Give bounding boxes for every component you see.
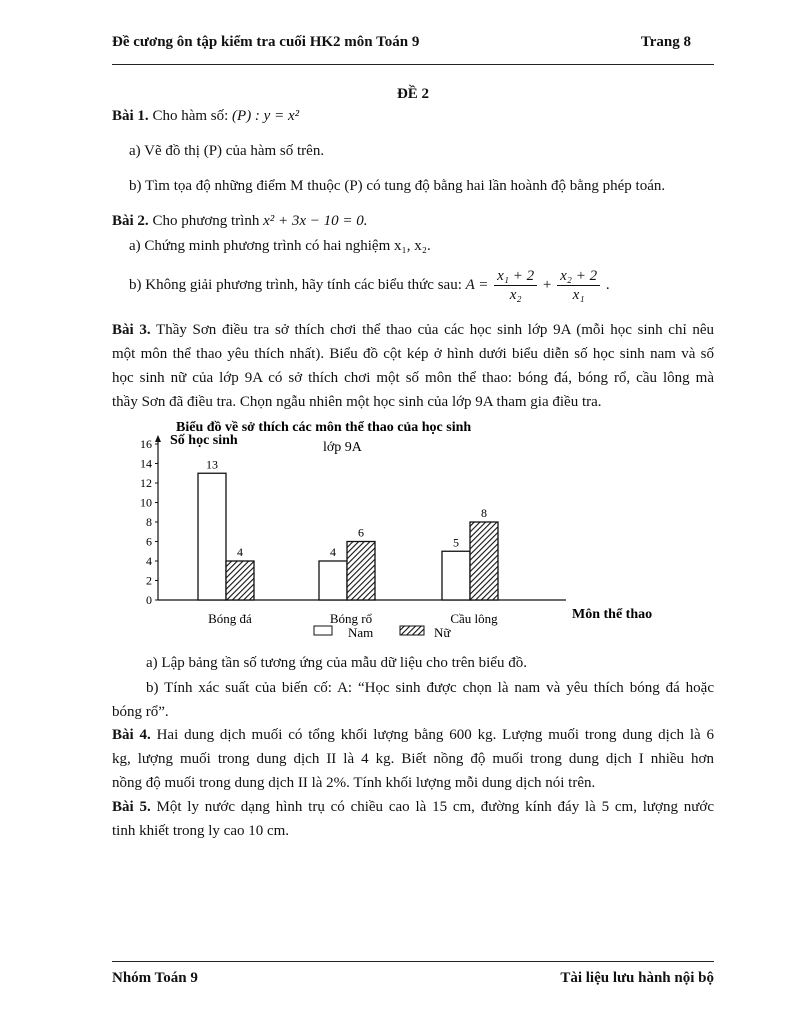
plus-sign: + — [542, 277, 552, 293]
header-title: Đề cương ôn tập kiểm tra cuối HK2 môn Toán 9 — [112, 34, 420, 50]
bai4-line-1 — [112, 725, 714, 745]
fraction-1-numerator: x₁ + 2 — [494, 267, 537, 286]
x-category-label: Bóng rổ — [329, 611, 373, 626]
bai1-text: Cho hàm số: — [152, 108, 229, 124]
bai5-text-1: Một ly nước dạng hình trụ có chiều cao là 15 cm, đường kính đáy là 5 cm, lượng nước — [156, 799, 714, 815]
bai2-b-lhs: A = — [465, 277, 489, 293]
footer-right: Tài liệu lưu hành nội bộ — [560, 970, 714, 986]
chart-subtitle: lớp 9A — [323, 440, 362, 455]
bar-nam — [442, 551, 470, 600]
y-tick-label: 6 — [146, 534, 152, 549]
y-tick-label: 2 — [146, 573, 152, 588]
y-tick-label: 14 — [140, 456, 152, 471]
bai2-end: . — [605, 277, 610, 293]
exam-title: ĐỀ 2 — [396, 86, 430, 102]
bai4-text-1: Hai dung dịch muối có tổng khối lượng bằng 600 kg. Lượng muối trong dung dịch là 6 — [156, 727, 714, 743]
bar-value-label: 6 — [358, 525, 364, 540]
legend-label-nam: Nam — [348, 625, 374, 640]
bar-nam — [319, 561, 347, 600]
bai1-b: b) Tìm tọa độ những điểm M thuộc (P) có tung độ bằng hai lần hoành độ bằng phép toán. — [129, 178, 666, 194]
bai2-a: a) Chứng minh phương trình có hai nghiệm x₁, x₂. — [129, 238, 431, 254]
y-tick-label: 16 — [140, 437, 152, 451]
fraction-2-denominator: x₁ — [572, 287, 585, 304]
bai1-a: a) Vẽ đồ thị (P) của hàm số trên. — [129, 143, 325, 159]
bai3-a: a) Lập bảng tần số tương ứng của mẫu dữ liệu cho trên biểu đồ. — [146, 655, 527, 671]
bar-nu — [470, 522, 498, 600]
y-axis-arrow — [155, 435, 161, 442]
bar-nu — [226, 561, 254, 600]
x-category-label: Cầu lông — [450, 611, 498, 626]
bai5-line-2: tinh khiết trong ly cao 10 cm. — [112, 823, 290, 839]
bai3-b-line-2: bóng rổ”. — [112, 704, 169, 720]
fraction-2-numerator: x₂ + 2 — [557, 267, 600, 286]
bar-value-label: 4 — [330, 545, 336, 559]
bai3-text-1: Thầy Sơn điều tra sở thích chơi thể thao của các học sinh lớp 9A (mỗi học sinh chỉ nêu — [156, 322, 714, 338]
x-category-label: Bóng đá — [208, 611, 252, 626]
bar-nam — [198, 473, 226, 600]
y-tick-label: 12 — [140, 476, 152, 490]
bar-value-label: 4 — [237, 545, 243, 559]
bar-nu — [347, 542, 375, 601]
bai2-equation: x² + 3x − 10 = 0. — [263, 213, 368, 229]
bai4-line-2: kg, lượng muối trong dung dịch II là 4 kg. Biết nồng độ muối trong dung dịch I nhiều hơn — [112, 751, 714, 767]
legend-label-nu: Nữ — [434, 625, 451, 640]
y-tick-label: 4 — [146, 554, 152, 568]
y-tick-label: 0 — [146, 593, 152, 607]
chart-y-axis-label: Số học sinh — [170, 433, 238, 448]
bai1-formula: (P) : y = x² — [232, 108, 300, 124]
bai2-text: Cho phương trình — [152, 213, 260, 229]
chart-title: Biểu đồ về sở thích các môn thể thao của học sinh — [176, 420, 472, 435]
bai2-label: Bài 2. — [112, 213, 149, 229]
bai3-line-3: học sinh nữ của lớp 9A có sở thích chơi một số môn thể thao: bóng đá, bóng rổ, cầu lông mà — [112, 370, 714, 386]
chart-legend — [314, 625, 451, 640]
bai3-line-2: một môn thể thao yêu thích nhất). Biểu đồ cột kép ở hình dưới biểu diễn số học sinh nam và số — [112, 346, 714, 362]
bai1-label: Bài 1. — [112, 108, 149, 124]
bai3-b-line-1: b) Tính xác suất của biến cố: A: “Học sinh được chọn là nam và yêu thích bóng đá hoặc — [146, 680, 714, 696]
bai5-label: Bài 5. — [112, 799, 151, 815]
bar-value-label: 13 — [206, 457, 218, 472]
bar-value-label: 8 — [481, 506, 487, 520]
legend-swatch-nu — [400, 626, 424, 635]
bai4-line-3: nồng độ muối trong dung dịch II là 2%. Tính khối lượng mỗi dung dịch nói trên. — [112, 775, 596, 791]
y-tick-label: 8 — [146, 515, 152, 529]
footer-left: Nhóm Toán 9 — [112, 970, 198, 986]
page-number: Trang 8 — [640, 34, 691, 50]
legend-swatch-nam — [314, 626, 332, 635]
bai4-label: Bài 4. — [112, 727, 151, 743]
bai3-line-4: thầy Sơn đã điều tra. Chọn ngẫu nhiên một học sinh của lớp 9A tham gia điều tra. — [112, 394, 602, 410]
bar-value-label: 5 — [453, 535, 459, 550]
fraction-1-denominator: x₂ — [509, 287, 522, 304]
bai3-label: Bài 3. — [112, 322, 151, 338]
bai5-line-1 — [112, 797, 714, 817]
chart-x-axis-label: Môn thể thao — [572, 607, 653, 622]
y-tick-label: 10 — [140, 495, 152, 510]
footer-divider — [112, 961, 714, 962]
bai2-b-text: b) Không giải phương trình, hãy tính các biểu thức sau: — [129, 277, 462, 293]
